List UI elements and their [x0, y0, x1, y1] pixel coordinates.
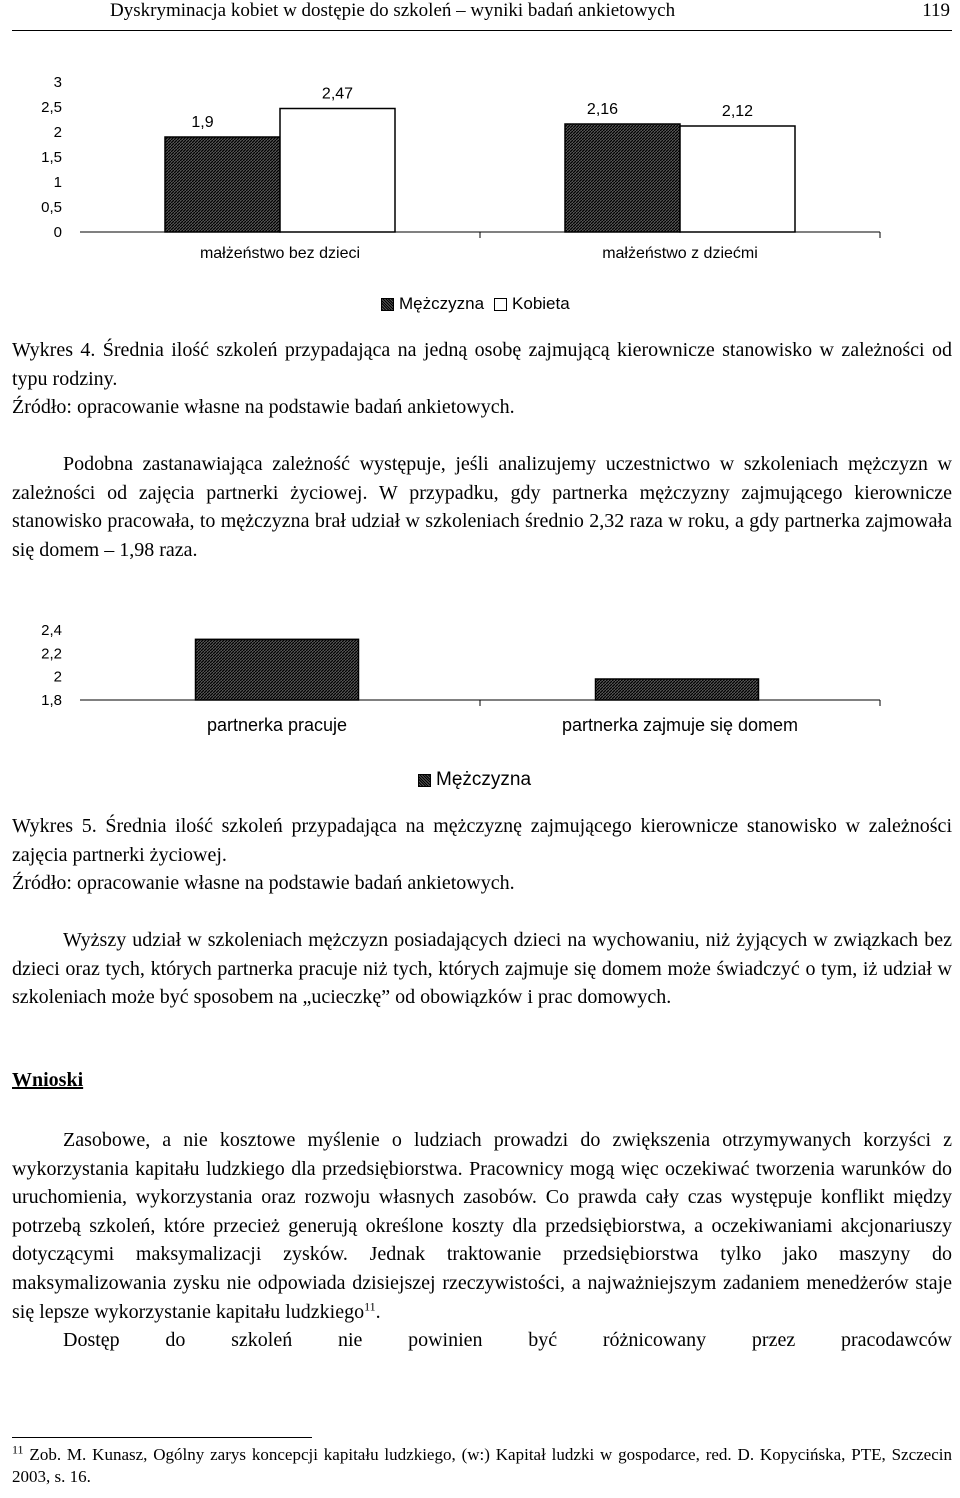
paragraph-4-text: Dostęp do szkoleń nie powinien być różnicowany przez pracodawców	[63, 1329, 952, 1352]
running-header	[12, 0, 952, 31]
footnote-number: 11	[12, 1442, 24, 1457]
caption-4-source: Źródło: opracowanie własne na podstawie badań ankietowych.	[12, 396, 515, 419]
section-heading: Wnioski	[12, 1069, 84, 1091]
caption-4-line: Wykres 4. Średnia ilość szkoleń przypadająca na jedną osobę zajmującą kierownicze stanowisko w zależności od typu rodziny.	[12, 339, 952, 390]
legend-swatch-female	[494, 298, 507, 311]
paragraph-3-end: .	[375, 1300, 381, 1323]
chart-4-legend	[381, 294, 570, 314]
footnote-text: Zob. M. Kunasz, Ogólny zarys koncepcji kapitału ludzkiego, (w:) Kapitał ludzki w gospodarce, red. D. Kopycińska, PTE, Szczecin 2003, s. 16.	[12, 1445, 952, 1486]
footnote-ref: 11	[364, 1298, 376, 1313]
caption-5	[12, 812, 952, 898]
caption-5-line: Wykres 5. Średnia ilość szkoleń przypadająca na mężczyznę zajmującego kierownicze stanowisko w zależności zajęcia partnerki życiowej.	[12, 815, 952, 866]
legend-swatch-male-5	[418, 774, 431, 787]
paragraph-1	[12, 450, 952, 564]
paragraph-3-text	[12, 1126, 952, 1326]
x-category-label: partnerka pracuje	[206, 715, 348, 735]
bar-female	[280, 109, 395, 233]
y-tick-label: 1,5	[41, 149, 62, 166]
caption-4	[12, 336, 952, 422]
data-label: 1,9	[191, 114, 214, 131]
y-tick-label: 3	[53, 74, 62, 91]
x-category-label: partnerka zajmuje się domem	[561, 715, 799, 735]
paragraph-3-body: Zasobowe, a nie kosztowe myślenie o ludziach prowadzi do zwiększenia otrzymywanych korzyści z wykorzystania kapitału ludzkiego dla przedsiębiorstwa. Pracownicy mogą więc oczekiwać tworzenia warunków do uruchomienia, wykorzystania oraz rozwoju własnych zasobów. Co prawda cały czas występuje konflikt między potrzebą szkoleń, które przecież generują określone koszty dla przedsiębiorstwa, a oczekiwaniami akcjonariuszy dotyczącymi maksymalizacji zysków. Jednak traktowanie przedsiębiorstwa tylko jako maszyny do maksymalizowania zysku nie odpowiada dzisiejszej rzeczywistości, a najważniejszym zadaniem menedżerów staje się lepsze wykorzystanie kapitału ludzkiego	[12, 1129, 952, 1323]
chart-4	[0, 62, 960, 272]
x-category-label: małżeństwo z dziećmi	[602, 245, 758, 262]
bar-female	[680, 126, 795, 232]
data-label: 2,47	[321, 85, 354, 103]
paragraph-1-text: Podobna zastanawiająca zależność występuje, jeśli analizujemy uczestnictwo w szkoleniach mężczyzn w zależności od zajęcia partnerki życiowej. W przypadku, gdy partnerka mężczyzny zajmującego kierownicze stanowisko pracowała, to mężczyzna brał udział w szkoleniach średnio 2,32 raza w roku, a gdy partnerka zajmowała się domem – 1,98 raza.	[12, 453, 952, 561]
paragraph-2-text: Wyższy udział w szkoleniach mężczyzn posiadających dzieci na wychowaniu, niż żyjących w związkach bez dzieci oraz tych, których partnerka pracuje niż tych, których zajmuje się domem może świadczyć o tym, iż udział w szkoleniach może być sposobem na „ucieczkę” od obowiązków i prac domowych.	[12, 929, 952, 1009]
legend-label-male: Mężczyzna	[399, 294, 485, 313]
chart-4-svg	[0, 62, 960, 272]
data-label: 2,16	[586, 101, 619, 118]
chart-5	[0, 615, 960, 745]
page-number: 119	[922, 0, 950, 21]
y-tick-label: 2	[53, 124, 62, 141]
chart-5-svg	[0, 615, 960, 745]
chart-5-legend	[418, 769, 531, 791]
y-tick-label: 2,4	[41, 622, 62, 639]
y-tick-label: 2,5	[41, 99, 62, 116]
y-tick-label: 2	[53, 668, 62, 686]
bar-male	[596, 679, 759, 700]
running-title: Dyskryminacja kobiet w dostępie do szkoleń – wyniki badań ankietowych	[110, 0, 676, 21]
legend-swatch-male	[381, 298, 394, 311]
bar-male	[165, 137, 280, 232]
footnote	[12, 1444, 952, 1488]
bar-male	[196, 639, 359, 700]
y-tick-label: 2,2	[41, 645, 62, 663]
y-tick-label: 0	[53, 224, 62, 241]
data-label: 2,12	[721, 103, 754, 120]
legend-label-female: Kobieta	[512, 294, 570, 313]
caption-5-source: Źródło: opracowanie własne na podstawie badań ankietowych.	[12, 872, 515, 895]
footnote-rule	[12, 1437, 312, 1438]
y-tick-label: 1	[53, 174, 62, 191]
x-category-label: małżeństwo bez dzieci	[199, 245, 361, 262]
paragraph-2	[12, 926, 952, 1012]
paragraph-3	[12, 1126, 952, 1355]
y-tick-label: 1,8	[41, 692, 62, 709]
legend-label-male-5: Mężczyzna	[436, 769, 532, 790]
bar-male	[565, 124, 680, 232]
y-tick-label: 0,5	[41, 199, 62, 216]
